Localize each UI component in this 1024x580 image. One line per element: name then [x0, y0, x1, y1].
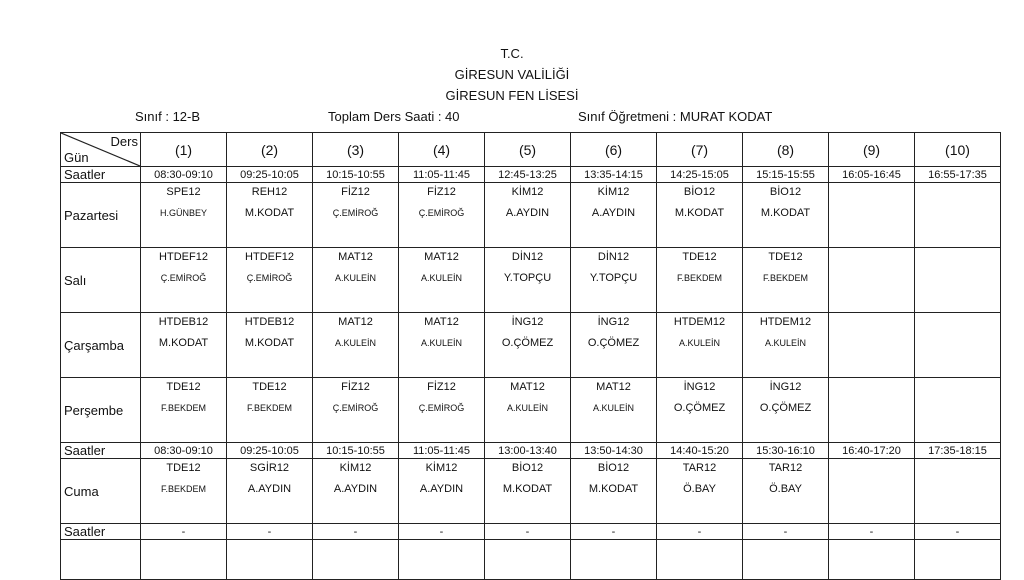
lesson-cell	[743, 183, 829, 248]
time-slot: -	[915, 524, 1001, 540]
lesson-teacher: O.ÇÖMEZ	[759, 402, 812, 414]
lesson-cell	[571, 459, 657, 524]
lesson-cell	[399, 183, 485, 248]
lesson-code: BİO12	[683, 186, 716, 198]
lesson-code: TAR12	[768, 462, 803, 474]
time-slot: 09:25-10:05	[227, 443, 313, 459]
time-slot: -	[313, 524, 399, 540]
lesson-code: HTDEF12	[245, 251, 294, 263]
time-slot: 15:15-15:55	[743, 167, 829, 183]
time-slot: -	[227, 524, 313, 540]
day-name: Çarşamba	[61, 313, 141, 378]
lesson-teacher: A.KULEİN	[678, 338, 720, 348]
time-slot: 16:55-17:35	[915, 167, 1001, 183]
empty-cell	[743, 540, 829, 580]
period-number: (8)	[743, 133, 829, 167]
period-number: (1)	[141, 133, 227, 167]
total-hours-info: Toplam Ders Saati : 40	[328, 109, 460, 124]
class-info: Sınıf : 12-B	[135, 109, 201, 124]
lesson-teacher: Ç.EMİROĞ	[418, 403, 465, 413]
time-slot: 13:00-13:40	[485, 443, 571, 459]
lesson-teacher: A.KULEİN	[506, 403, 548, 413]
lesson-code: MAT12	[338, 251, 373, 263]
period-number: (4)	[399, 133, 485, 167]
day-name: Pazartesi	[61, 183, 141, 248]
lesson-cell	[571, 183, 657, 248]
lesson-code: İNG12	[769, 381, 802, 393]
lesson-code: FİZ12	[341, 381, 370, 393]
time-slot: -	[743, 524, 829, 540]
lesson-cell	[485, 248, 571, 313]
time-slot: 16:05-16:45	[829, 167, 915, 183]
lesson-code: FİZ12	[427, 381, 456, 393]
lesson-teacher: A.AYDIN	[505, 207, 550, 219]
lesson-cell	[313, 313, 399, 378]
time-slot: 11:05-11:45	[399, 443, 485, 459]
time-slot: -	[141, 524, 227, 540]
lesson-teacher: A.AYDIN	[247, 483, 292, 495]
lesson-teacher: A.KULEİN	[334, 273, 376, 283]
empty-row	[61, 540, 1001, 580]
lesson-cell	[227, 183, 313, 248]
lesson-cell	[399, 459, 485, 524]
day-row	[61, 183, 1001, 248]
lesson-teacher: Ö.BAY	[683, 483, 716, 495]
lesson-teacher: M.KODAT	[158, 337, 209, 349]
lesson-code: DİN12	[597, 251, 630, 263]
lesson-teacher: M.KODAT	[244, 337, 295, 349]
lesson-teacher: Ö.BAY	[769, 483, 802, 495]
header-line-2: GİRESUN VALİLİĞİ	[454, 67, 570, 82]
lesson-cell	[313, 183, 399, 248]
lesson-cell	[227, 248, 313, 313]
time-slot: 14:25-15:05	[657, 167, 743, 183]
lesson-cell	[743, 459, 829, 524]
lesson-cell	[743, 248, 829, 313]
lesson-code: KİM12	[339, 462, 372, 474]
day-row	[61, 378, 1001, 443]
day-name: Perşembe	[61, 378, 141, 443]
time-slot: 17:35-18:15	[915, 443, 1001, 459]
lesson-code: İNG12	[683, 381, 716, 393]
lesson-cell	[227, 459, 313, 524]
period-number: (2)	[227, 133, 313, 167]
lesson-teacher: F.BEKDEM	[676, 273, 722, 283]
empty-cell	[399, 540, 485, 580]
lesson-cell	[313, 378, 399, 443]
times-row	[61, 443, 1001, 459]
lesson-cell	[915, 378, 1001, 443]
lesson-teacher: O.ÇÖMEZ	[587, 337, 640, 349]
lesson-code: HTDEM12	[759, 316, 812, 328]
lesson-code: HTDEM12	[673, 316, 726, 328]
lesson-code: DİN12	[511, 251, 544, 263]
lesson-teacher: A.KULEİN	[334, 338, 376, 348]
lesson-cell	[141, 378, 227, 443]
empty-cell	[829, 540, 915, 580]
period-header-row	[61, 133, 1001, 167]
lesson-cell	[829, 313, 915, 378]
time-slot: -	[485, 524, 571, 540]
lesson-teacher: M.KODAT	[244, 207, 295, 219]
lesson-code: FİZ12	[341, 186, 370, 198]
time-slot: 10:15-10:55	[313, 443, 399, 459]
lesson-code: SPE12	[166, 186, 201, 198]
lesson-cell	[657, 183, 743, 248]
lesson-teacher: M.KODAT	[674, 207, 725, 219]
time-slot: 13:50-14:30	[571, 443, 657, 459]
time-slot: -	[657, 524, 743, 540]
time-slot: 15:30-16:10	[743, 443, 829, 459]
lesson-code: MAT12	[338, 316, 373, 328]
period-number: (6)	[571, 133, 657, 167]
time-slot: 16:40-17:20	[829, 443, 915, 459]
times-row	[61, 167, 1001, 183]
empty-cell	[61, 540, 141, 580]
day-row	[61, 248, 1001, 313]
lesson-cell	[915, 248, 1001, 313]
header-line-3: GİRESUN FEN LİSESİ	[445, 88, 579, 103]
times-label: Saatler	[61, 524, 141, 540]
lesson-cell	[915, 183, 1001, 248]
lesson-teacher: A.AYDIN	[591, 207, 636, 219]
lesson-cell	[313, 459, 399, 524]
lesson-code: KİM12	[425, 462, 458, 474]
lesson-cell	[915, 313, 1001, 378]
lesson-teacher: Ç.EMİROĞ	[246, 273, 293, 283]
lesson-code: FİZ12	[427, 186, 456, 198]
time-slot: -	[571, 524, 657, 540]
lesson-teacher: O.ÇÖMEZ	[673, 402, 726, 414]
lesson-teacher: M.KODAT	[588, 483, 639, 495]
lesson-teacher: F.BEKDEM	[160, 403, 206, 413]
time-slot: 13:35-14:15	[571, 167, 657, 183]
lesson-cell	[141, 459, 227, 524]
lesson-code: HTDEF12	[159, 251, 208, 263]
lesson-teacher: F.BEKDEM	[246, 403, 292, 413]
day-name: Salı	[61, 248, 141, 313]
times-label: Saatler	[61, 167, 141, 183]
lesson-cell	[743, 378, 829, 443]
time-slot: 12:45-13:25	[485, 167, 571, 183]
times-row	[61, 524, 1001, 540]
lesson-teacher: M.KODAT	[760, 207, 811, 219]
corner-cell	[61, 133, 141, 167]
period-number: (10)	[915, 133, 1001, 167]
lesson-cell	[571, 313, 657, 378]
lesson-teacher: Y.TOPÇU	[589, 272, 638, 284]
lesson-code: TDE12	[768, 251, 803, 263]
empty-cell	[915, 540, 1001, 580]
lesson-cell	[227, 313, 313, 378]
times-label: Saatler	[61, 443, 141, 459]
lesson-teacher: Ç.EMİROĞ	[332, 403, 379, 413]
lesson-cell	[915, 459, 1001, 524]
period-number: (7)	[657, 133, 743, 167]
empty-cell	[485, 540, 571, 580]
period-number: (9)	[829, 133, 915, 167]
lesson-teacher: M.KODAT	[502, 483, 553, 495]
lesson-cell	[829, 378, 915, 443]
lesson-cell	[141, 183, 227, 248]
lesson-code: TDE12	[682, 251, 717, 263]
day-row	[61, 313, 1001, 378]
time-slot: 09:25-10:05	[227, 167, 313, 183]
lesson-cell	[657, 248, 743, 313]
lesson-teacher: O.ÇÖMEZ	[501, 337, 554, 349]
lesson-cell	[141, 313, 227, 378]
lesson-cell	[485, 183, 571, 248]
lesson-code: KİM12	[511, 186, 544, 198]
lesson-teacher: F.BEKDEM	[762, 273, 808, 283]
empty-cell	[657, 540, 743, 580]
lesson-code: MAT12	[424, 251, 459, 263]
empty-cell	[313, 540, 399, 580]
lesson-code: İNG12	[597, 316, 630, 328]
lesson-teacher: A.AYDIN	[333, 483, 378, 495]
lesson-code: SGİR12	[249, 462, 290, 474]
lesson-code: KİM12	[597, 186, 630, 198]
lesson-code: HTDEB12	[158, 316, 209, 328]
lesson-cell	[399, 248, 485, 313]
lesson-teacher: H.GÜNBEY	[159, 208, 207, 218]
lesson-teacher: F.BEKDEM	[160, 484, 206, 494]
lesson-cell	[829, 248, 915, 313]
lesson-code: TDE12	[166, 381, 201, 393]
time-slot: 10:15-10:55	[313, 167, 399, 183]
lesson-teacher: A.AYDIN	[419, 483, 464, 495]
lesson-teacher: A.KULEİN	[420, 338, 462, 348]
lesson-code: BİO12	[597, 462, 630, 474]
day-row	[61, 459, 1001, 524]
lesson-teacher: Ç.EMİROĞ	[332, 208, 379, 218]
time-slot: 14:40-15:20	[657, 443, 743, 459]
lesson-cell	[743, 313, 829, 378]
lesson-cell	[657, 378, 743, 443]
lesson-cell	[399, 378, 485, 443]
time-slot: -	[829, 524, 915, 540]
empty-cell	[571, 540, 657, 580]
header-line-1: T.C.	[500, 46, 524, 61]
lesson-cell	[829, 459, 915, 524]
lesson-cell	[829, 183, 915, 248]
lesson-teacher: A.KULEİN	[592, 403, 634, 413]
corner-gun-label: Gün	[64, 150, 89, 165]
lesson-teacher: A.KULEİN	[420, 273, 462, 283]
lesson-code: HTDEB12	[244, 316, 295, 328]
lesson-cell	[399, 313, 485, 378]
period-number: (5)	[485, 133, 571, 167]
lesson-cell	[485, 378, 571, 443]
time-slot: 11:05-11:45	[399, 167, 485, 183]
time-slot: 08:30-09:10	[141, 167, 227, 183]
empty-cell	[227, 540, 313, 580]
lesson-code: REH12	[251, 186, 288, 198]
lesson-cell	[313, 248, 399, 313]
lesson-code: İNG12	[511, 316, 544, 328]
lesson-teacher: A.KULEİN	[764, 338, 806, 348]
time-slot: 08:30-09:10	[141, 443, 227, 459]
lesson-code: TDE12	[252, 381, 287, 393]
lesson-cell	[485, 313, 571, 378]
lesson-cell	[571, 378, 657, 443]
lesson-cell	[657, 459, 743, 524]
period-number: (3)	[313, 133, 399, 167]
time-slot: -	[399, 524, 485, 540]
empty-cell	[141, 540, 227, 580]
day-name: Cuma	[61, 459, 141, 524]
lesson-code: MAT12	[596, 381, 631, 393]
lesson-cell	[227, 378, 313, 443]
lesson-cell	[657, 313, 743, 378]
lesson-code: BİO12	[769, 186, 802, 198]
lesson-code: TAR12	[682, 462, 717, 474]
lesson-code: MAT12	[510, 381, 545, 393]
corner-ders-label: Ders	[110, 134, 138, 149]
lesson-code: MAT12	[424, 316, 459, 328]
lesson-teacher: Ç.EMİROĞ	[418, 208, 465, 218]
class-teacher-info: Sınıf Öğretmeni : MURAT KODAT	[578, 109, 773, 124]
lesson-cell	[571, 248, 657, 313]
lesson-cell	[141, 248, 227, 313]
lesson-teacher: Y.TOPÇU	[503, 272, 552, 284]
lesson-teacher: Ç.EMİROĞ	[160, 273, 207, 283]
lesson-cell	[485, 459, 571, 524]
timetable	[60, 132, 1001, 580]
lesson-code: BİO12	[511, 462, 544, 474]
lesson-code: TDE12	[166, 462, 201, 474]
